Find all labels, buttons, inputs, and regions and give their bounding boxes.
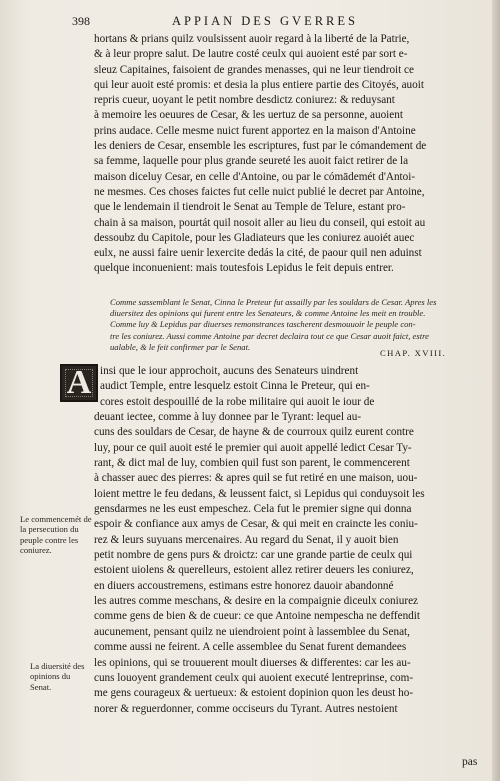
- text-line: rez & leurs suyuans mercenaires. Au regard du Senat, il y auoit bien: [94, 533, 399, 546]
- chapter-summary: [110, 297, 480, 353]
- text-line: rant, & dict mal de luy, combien quil fust son parent, le commencerent: [94, 457, 410, 470]
- text-line: qui leur auoit esté promis: et desia la plus entiere partie des Citoyés, auoit: [94, 78, 424, 91]
- summary-line: Comme luy & Lepidus par diuerses remonstrances tascherent desmouuoir le peuple con-: [110, 319, 416, 330]
- catchword: pas: [462, 756, 478, 768]
- text-line: luy, pour ce quil auoit esté le premier qui auoit appellé ledict Cesar Ty-: [94, 441, 412, 454]
- page-binding-edge: [492, 0, 500, 781]
- summary-line: diuersitez des opinions qui furent entre les Senateurs, & comme Antoine les meit en trouble.: [110, 308, 426, 319]
- text-line: cores estoit despouillé de la robe militaire qui auoit le iour de: [100, 395, 375, 408]
- text-line: deuant iectee, comme à luy donnee par le Tyrant: lequel au-: [94, 411, 362, 423]
- text-line: eulx, ne aussi faire uenir lexercite dedás la cité, de paour quil nen aduinst: [94, 247, 422, 260]
- text-line: cuns louoyent grandement ceulx qui auoient executé lentreprinse, com-: [94, 671, 414, 684]
- text-line: hortans & prians quilz voulsissent auoir regard à la liberté de la Patrie,: [94, 33, 410, 45]
- text-line: cuns des souldars de Cesar, de hayne & de courroux quilz eurent contre: [94, 426, 414, 439]
- running-title: APPIAN DES GVERRES: [172, 14, 358, 28]
- margin-note: La diuersité des opinions du Senat.: [30, 661, 85, 692]
- text-line: comme aussi ne feirent. A celle assemblee du Senat furent demandees: [94, 641, 407, 654]
- text-line: sa femme, laquelle pour plus grande seureté les auoit faict retirer de la: [94, 155, 409, 168]
- text-line: sleuz Capitaines, faisoient de grandes menasses, qui ne leur tiendroit ce: [94, 63, 414, 76]
- text-line: maison diceluy Cesar, en celle d'Antoine, ou par le cómādemét d'Antoi-: [94, 170, 416, 183]
- text-line: chain à sa maison, pourtát quil nosoit aller au lieu du conseil, qui estoit au: [94, 216, 426, 229]
- text-line: repris cueur, uoyant le petit nombre desdictz coniurez: & reduysant: [94, 94, 395, 107]
- text-line: comme gens de bien & de cueur: ce que Antoine nempescha ne deffendit: [94, 610, 420, 623]
- summary-line: Comme sassemblant le Senat, Cinna le Preteur fut assailly par les souldars de Cesar. Apres les: [110, 297, 437, 307]
- text-line: audict Temple, entre lesquelz estoit Cinna le Preteur, qui en-: [100, 380, 370, 393]
- text-line: prins audace. Celle mesme nuict furent apportez en la maison d'Antoine: [94, 124, 416, 137]
- text-line: norer & reguerdonner, comme occiseurs du Tyrant. Autres nestoient: [94, 702, 398, 715]
- text-line: que le lendemain il tiendroit le Senat au Temple de Telure, estant pro-: [94, 201, 406, 214]
- text-line: dessoubz du Capitole, pour les Gladiateurs que les coniurez auoiét auec: [94, 231, 415, 244]
- text-line: estoient uiolens & querelleurs, estoient allez retirer deuers les coniurez,: [94, 564, 414, 577]
- text-line: quelque inconuenient: mais toutesfois Lepidus le feit depuis entrer.: [94, 262, 394, 275]
- text-line: ne mesmes. Ces choses faictes fut celle nuict publié le decret par Antoine,: [94, 185, 425, 198]
- chapter-heading: CHAP. XVIII.: [380, 348, 447, 358]
- text-line: à memoire les oeuures de Cesar, & les uertuz de sa personne, auoient: [94, 109, 403, 122]
- summary-line: tre les coniurez. Aussi comme Antoine par decret declaira tout ce que Cesar auoit faict, estre: [110, 330, 429, 341]
- text-line: les deniers de Cesar, ensemble les escriptures, fust par le cómandement de: [94, 140, 427, 153]
- text-line: à chasser auec des pierres: & apres quil se fut retiré en une maison, uou-: [94, 472, 418, 485]
- text-line: & à leur propre salut. De lautre costé ceulx qui auoient esté par sort e-: [94, 48, 408, 61]
- main-text-block: [94, 32, 480, 277]
- text-line: gensdarmes ne les eust empeschez. Cela fut le premier signe qui donna: [94, 503, 412, 516]
- initial-text-block: [100, 364, 480, 410]
- folio-number: 398: [72, 14, 90, 28]
- text-line: aucunement, pensant quilz ne uiendroient point à lassemblee du Senat,: [94, 625, 410, 638]
- body-text-block: [94, 410, 480, 717]
- summary-line: ualable, & le feit confirmer par le Senat.: [110, 341, 251, 352]
- decorated-initial: A: [60, 364, 98, 402]
- text-line: les opinions, qui se trouuerent moult diuerses & differentes: car les au-: [94, 656, 411, 669]
- text-line: espoir & confiance aux amys de Cesar, & qui meit en craincte les coniu-: [94, 518, 418, 531]
- margin-note: Le commencemét de la persecution du peuple contre les coniurez.: [20, 514, 92, 556]
- text-line: petit nombre de gens purs & droictz: car une grande partie de ceulx qui: [94, 549, 413, 562]
- text-line: me gens courageux & uertueux: & estoient dopinion quon les deust ho-: [94, 687, 414, 700]
- text-line: en diuers accoustremens, estimans estre honorez dauoir abandonné: [94, 579, 394, 592]
- text-line: les autres comme meschans, & desire en la compaignie diceulx coniurez: [94, 595, 419, 608]
- text-line: loient mettre le feu dedans, & leussent faict, si Lepidus qui conduysoit les: [94, 487, 425, 500]
- page-header: [72, 14, 482, 30]
- text-line: insi que le iour approchoit, aucuns des Senateurs uindrent: [100, 365, 359, 377]
